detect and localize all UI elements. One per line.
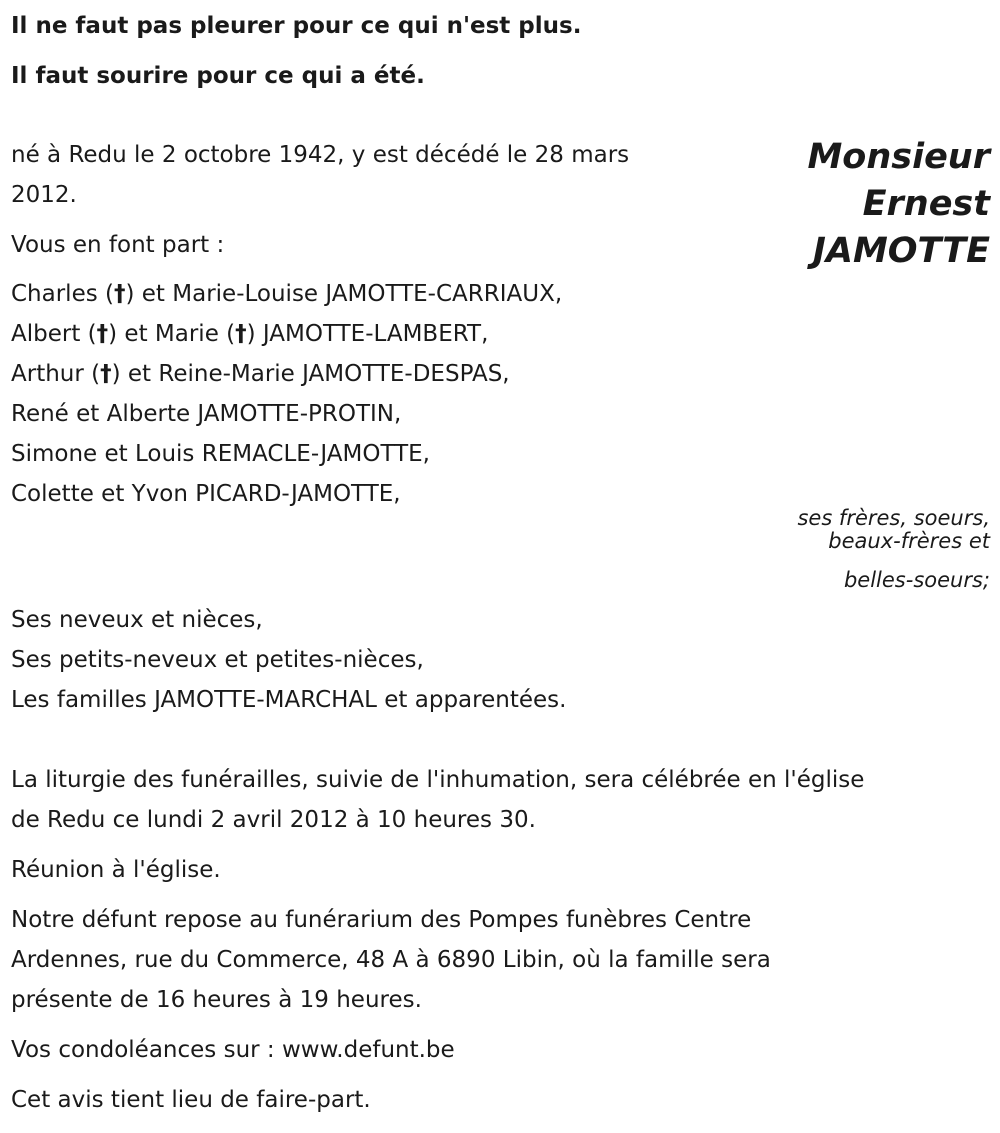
birth-line-1: né à Redu le 2 octobre 1942, y est décédé le 28 mars (11, 142, 630, 168)
quote-line-2: Il faut sourire pour ce qui a été. (11, 63, 425, 89)
deceased-last-name: JAMOTTE (812, 231, 990, 271)
closing-text: Cet avis tient lieu de faire-part. (11, 1087, 371, 1113)
sibling-relation-line-3: belles-soeurs; (843, 568, 990, 592)
sibling-line: Albert (†) et Marie (†) JAMOTTE-LAMBERT, (11, 321, 489, 347)
birth-line-2: 2012. (11, 182, 77, 208)
announce-text: Vous en font part : (11, 232, 225, 258)
deceased-first-name: Ernest (862, 184, 990, 224)
sibling-line: Simone et Louis REMACLE-JAMOTTE, (11, 441, 430, 467)
cross-icon: † (96, 321, 109, 347)
family-line: Les familles JAMOTTE-MARCHAL et apparentées. (11, 687, 567, 713)
funerarium-line-1: Notre défunt repose au funérarium des Pompes funèbres Centre (11, 907, 752, 933)
meeting-text: Réunion à l'église. (11, 857, 221, 883)
liturgy-line-2: de Redu ce lundi 2 avril 2012 à 10 heures 30. (11, 807, 536, 833)
sibling-line: Charles (†) et Marie-Louise JAMOTTE-CARRIAUX, (11, 281, 563, 307)
deceased-name-block (807, 134, 990, 275)
family-line: Ses neveux et nièces, (11, 607, 263, 633)
sibling-line: Colette et Yvon PICARD-JAMOTTE, (11, 481, 401, 507)
cross-icon: † (235, 321, 247, 347)
quote-line-1: Il ne faut pas pleurer pour ce qui n'est plus. (11, 13, 582, 39)
sibling-line: René et Alberte JAMOTTE-PROTIN, (11, 401, 402, 427)
cross-icon: † (100, 361, 112, 387)
sibling-line: Arthur (†) et Reine-Marie JAMOTTE-DESPAS, (11, 361, 510, 387)
funerarium-line-3: présente de 16 heures à 19 heures. (11, 987, 422, 1013)
liturgy-line-1: La liturgie des funérailles, suivie de l'inhumation, sera célébrée en l'église (11, 767, 865, 793)
sibling-relation-line-2: beaux-frères et (828, 529, 990, 553)
cross-icon: † (114, 281, 126, 307)
funerarium-line-2: Ardennes, rue du Commerce, 48 A à 6890 Libin, où la famille sera (11, 947, 771, 973)
family-line: Ses petits-neveux et petites-nièces, (11, 647, 424, 673)
sibling-relation-line-1: ses frères, soeurs, (797, 506, 990, 530)
condolences-text: Vos condoléances sur : www.defunt.be (11, 1037, 455, 1063)
deceased-title: Monsieur (807, 137, 990, 177)
